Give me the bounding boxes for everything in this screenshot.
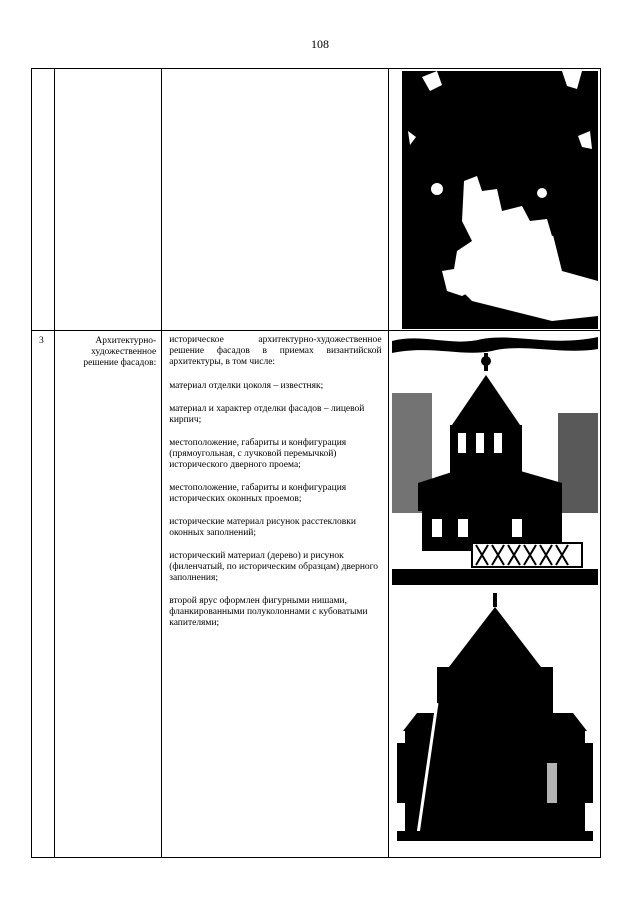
description-item: местоположение, габариты и конфигурация (прямоугольная, с лучковой перемычкой) исторического дверного проема; bbox=[169, 438, 347, 471]
bell-tower-photo bbox=[397, 593, 593, 841]
row-number-cell: 3 bbox=[32, 331, 55, 858]
row-description-cell bbox=[162, 69, 388, 331]
description-item: материал и характер отделки фасадов – лицевой кирпич; bbox=[169, 404, 365, 426]
church-photo bbox=[392, 333, 598, 585]
row-label-cell bbox=[55, 69, 162, 331]
page-number: 108 bbox=[311, 37, 329, 51]
heritage-table bbox=[31, 68, 601, 858]
description-item: исторические материал рисунок расстекловки оконных заполнений; bbox=[169, 517, 356, 539]
description-item: исторический материал (дерево) и рисунок (филенчатый, по историческим образцам) дверного заполнения; bbox=[169, 551, 379, 584]
dark-building-photo bbox=[402, 71, 598, 329]
photo-cell bbox=[388, 331, 600, 858]
photo-cell bbox=[388, 69, 600, 331]
description-item: историческое архитектурно-художественное решение фасадов в приемах византийской архитектуры, в том числе: bbox=[169, 335, 382, 368]
description-item: второй ярус оформлен фигурными нишами, фланкированными полуколоннами с кубоватыми капителями; bbox=[169, 596, 368, 629]
table-row bbox=[32, 331, 601, 858]
row-label-cell: Архитектурно-художественное решение фасадов: bbox=[55, 331, 162, 858]
row-number-cell bbox=[32, 69, 55, 331]
description-item: местоположение, габариты и конфигурация исторических оконных проемов; bbox=[169, 483, 347, 505]
table-row bbox=[32, 69, 601, 331]
description-item: материал отделки цоколя – известняк; bbox=[169, 381, 324, 392]
row-description-cell bbox=[162, 331, 388, 858]
